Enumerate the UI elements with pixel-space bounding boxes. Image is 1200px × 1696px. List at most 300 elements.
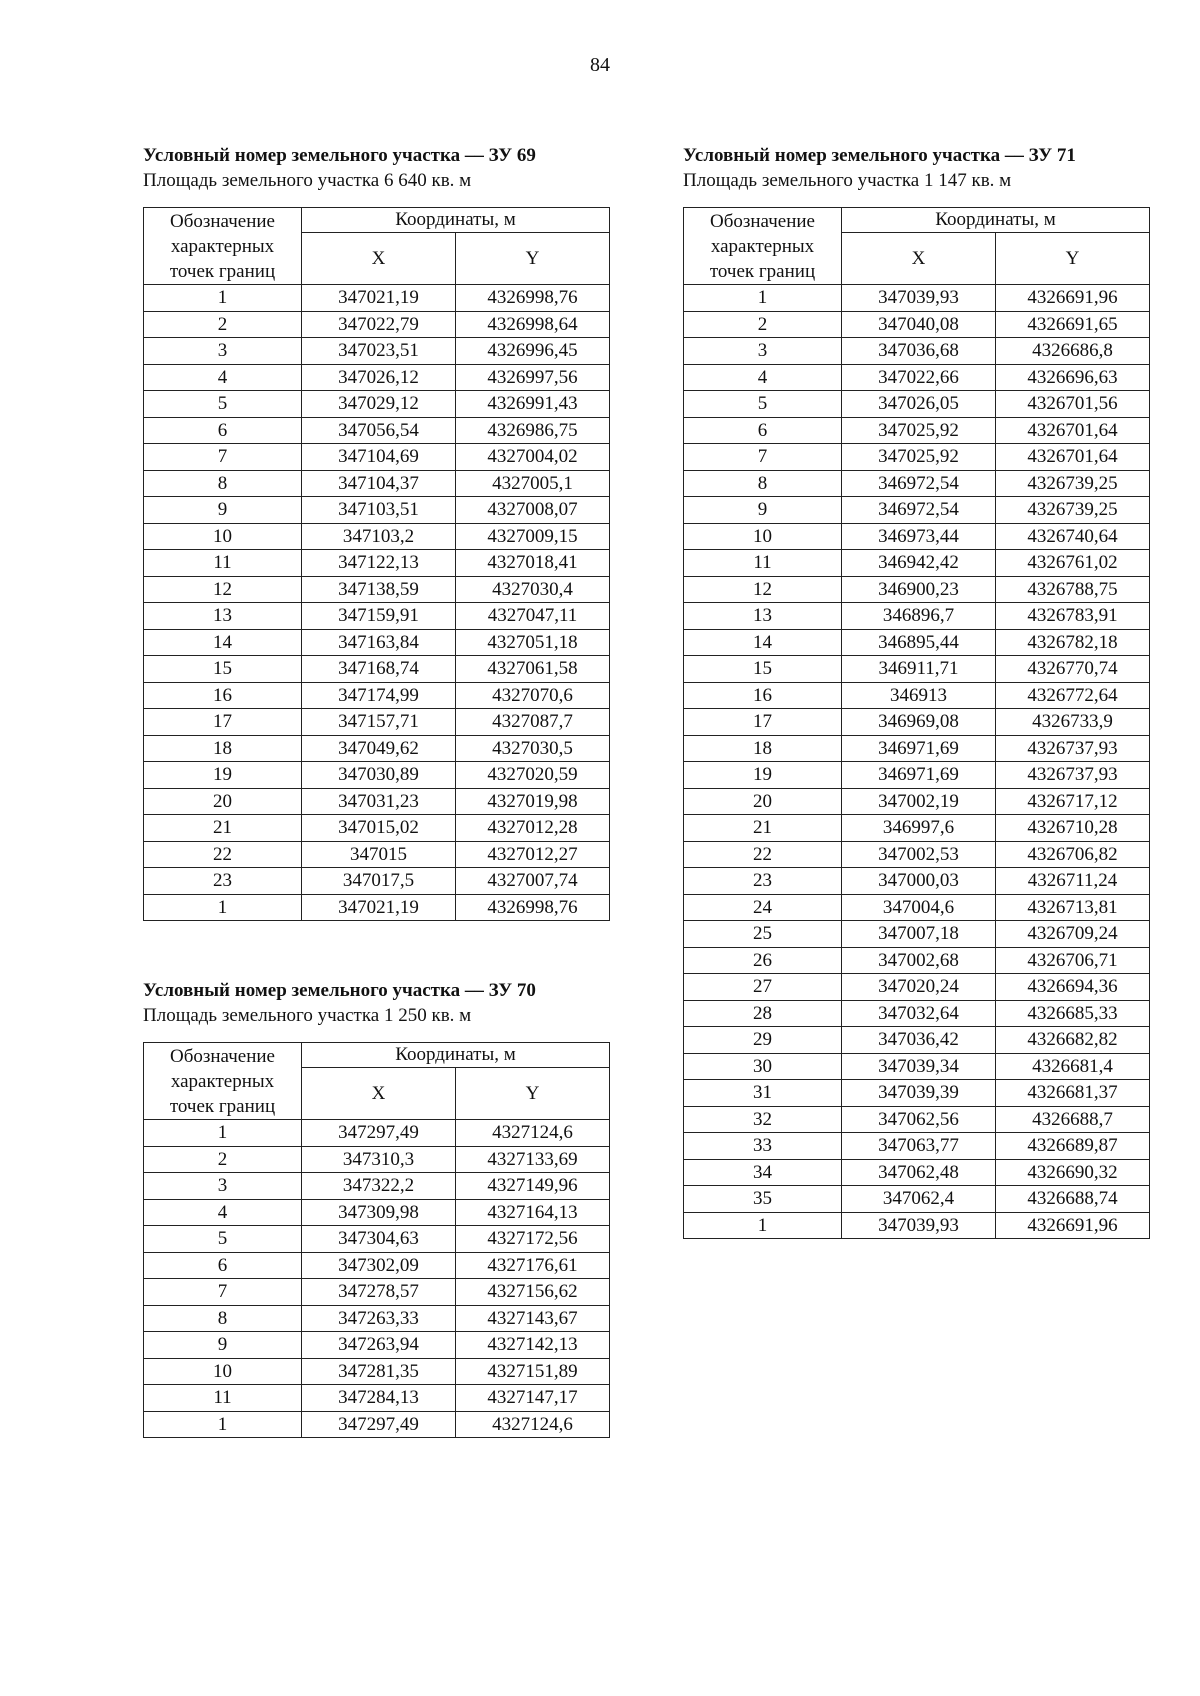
point-number-cell: 16 [684, 682, 842, 709]
y-coordinate-cell: 4327124,6 [456, 1411, 610, 1438]
table-row [144, 815, 610, 842]
table-row [684, 550, 1150, 577]
table-row [144, 709, 610, 736]
point-number-cell: 26 [684, 947, 842, 974]
point-number-cell: 13 [144, 603, 302, 630]
x-coordinate-cell: 347007,18 [842, 921, 996, 948]
x-coordinate-cell: 347015,02 [302, 815, 456, 842]
point-number-cell: 7 [144, 1279, 302, 1306]
y-coordinate-cell: 4327147,17 [456, 1385, 610, 1412]
point-number-cell: 16 [144, 682, 302, 709]
point-number-cell: 22 [684, 841, 842, 868]
table-row [684, 947, 1150, 974]
x-coordinate-cell: 347104,69 [302, 444, 456, 471]
x-coordinate-cell: 346972,54 [842, 497, 996, 524]
point-number-cell: 19 [144, 762, 302, 789]
x-coordinate-cell: 347015 [302, 841, 456, 868]
x-coordinate-cell: 347103,2 [302, 523, 456, 550]
point-number-cell: 1 [684, 285, 842, 312]
plot-zu70-section [143, 978, 609, 1438]
y-coordinate-cell: 4326694,36 [996, 974, 1150, 1001]
table-row [144, 1173, 610, 1200]
point-number-cell: 6 [144, 1252, 302, 1279]
point-number-cell: 10 [144, 523, 302, 550]
y-coordinate-cell: 4326998,76 [456, 285, 610, 312]
x-coordinate-cell: 347278,57 [302, 1279, 456, 1306]
y-coordinate-cell: 4326689,87 [996, 1133, 1150, 1160]
x-coordinate-cell: 347138,59 [302, 576, 456, 603]
y-coordinate-cell: 4327004,02 [456, 444, 610, 471]
point-number-cell: 29 [684, 1027, 842, 1054]
y-coordinate-cell: 4327124,6 [456, 1120, 610, 1147]
y-coordinate-cell: 4327164,13 [456, 1199, 610, 1226]
y-coordinate-cell: 4326998,64 [456, 311, 610, 338]
point-number-cell: 6 [144, 417, 302, 444]
coordinates-table [143, 1042, 610, 1438]
x-coordinate-cell: 347000,03 [842, 868, 996, 895]
table-row [684, 1027, 1150, 1054]
table-row [684, 1080, 1150, 1107]
table-row [144, 550, 610, 577]
table-body [684, 285, 1150, 1239]
y-coordinate-cell: 4326706,71 [996, 947, 1150, 974]
coordinates-table [683, 207, 1150, 1239]
point-number-cell: 18 [144, 735, 302, 762]
x-coordinate-cell: 347029,12 [302, 391, 456, 418]
y-coordinate-cell: 4327172,56 [456, 1226, 610, 1253]
table-row [684, 285, 1150, 312]
table-row [144, 735, 610, 762]
point-number-cell: 2 [144, 311, 302, 338]
plot-title: Условный номер земельного участка –– ЗУ 69 [143, 145, 536, 166]
table-row [684, 762, 1150, 789]
y-coordinate-cell: 4327012,28 [456, 815, 610, 842]
coordinates-header: Координаты, м [302, 1043, 610, 1068]
y-coordinate-cell: 4327008,07 [456, 497, 610, 524]
point-number-cell: 11 [144, 1385, 302, 1412]
table-row [144, 497, 610, 524]
x-coordinate-cell: 347030,89 [302, 762, 456, 789]
x-coordinate-cell: 346895,44 [842, 629, 996, 656]
table-row [684, 391, 1150, 418]
plot-title: Условный номер земельного участка –– ЗУ 70 [143, 980, 536, 1001]
table-row [144, 682, 610, 709]
point-number-cell: 28 [684, 1000, 842, 1027]
table-row [684, 1053, 1150, 1080]
x-coordinate-cell: 347049,62 [302, 735, 456, 762]
point-number-cell: 1 [144, 1411, 302, 1438]
x-coordinate-cell: 347031,23 [302, 788, 456, 815]
header-line: точек границ [169, 1095, 276, 1117]
x-coordinate-cell: 347022,66 [842, 364, 996, 391]
point-number-cell: 7 [144, 444, 302, 471]
y-coordinate-cell: 4326782,18 [996, 629, 1150, 656]
x-coordinate-cell: 347020,24 [842, 974, 996, 1001]
plot-area: Площадь земельного участка 1 147 кв. м [683, 170, 1012, 191]
table-row [684, 523, 1150, 550]
x-coordinate-cell: 347023,51 [302, 338, 456, 365]
y-coordinate-cell: 4326998,76 [456, 894, 610, 921]
x-coordinate-cell: 347163,84 [302, 629, 456, 656]
plot-area: Площадь земельного участка 1 250 кв. м [143, 1005, 472, 1026]
point-number-cell: 15 [144, 656, 302, 683]
x-coordinate-cell: 347168,74 [302, 656, 456, 683]
y-coordinate-cell: 4327143,67 [456, 1305, 610, 1332]
y-coordinate-cell: 4326709,24 [996, 921, 1150, 948]
point-number-cell: 4 [144, 364, 302, 391]
point-number-cell: 11 [144, 550, 302, 577]
y-coordinate-cell: 4326688,74 [996, 1186, 1150, 1213]
x-coordinate-cell: 347025,92 [842, 417, 996, 444]
y-coordinate-cell: 4326681,4 [996, 1053, 1150, 1080]
y-coordinate-cell: 4327149,96 [456, 1173, 610, 1200]
x-coordinate-cell: 347063,77 [842, 1133, 996, 1160]
x-coordinate-cell: 346997,6 [842, 815, 996, 842]
x-coordinate-cell: 347157,71 [302, 709, 456, 736]
table-row [684, 417, 1150, 444]
y-coordinate-cell: 4327133,69 [456, 1146, 610, 1173]
header-line: точек границ [709, 260, 816, 282]
x-coordinate-cell: 347021,19 [302, 894, 456, 921]
y-coordinate-cell: 4326688,7 [996, 1106, 1150, 1133]
table-row [144, 1146, 610, 1173]
point-number-cell: 21 [144, 815, 302, 842]
point-number-cell: 20 [684, 788, 842, 815]
point-number-cell: 30 [684, 1053, 842, 1080]
x-coordinate-cell: 347062,56 [842, 1106, 996, 1133]
table-row [144, 1358, 610, 1385]
y-coordinate-cell: 4327005,1 [456, 470, 610, 497]
x-coordinate-cell: 347263,33 [302, 1305, 456, 1332]
x-coordinate-cell: 347297,49 [302, 1411, 456, 1438]
x-coordinate-cell: 347297,49 [302, 1120, 456, 1147]
table-row [684, 1000, 1150, 1027]
y-coordinate-cell: 4326681,37 [996, 1080, 1150, 1107]
y-coordinate-cell: 4326739,25 [996, 497, 1150, 524]
point-number-cell: 17 [144, 709, 302, 736]
x-coordinate-cell: 347021,19 [302, 285, 456, 312]
y-coordinate-cell: 4326733,9 [996, 709, 1150, 736]
table-row [144, 1279, 610, 1306]
x-coordinate-cell: 347002,68 [842, 947, 996, 974]
coordinates-header: Координаты, м [842, 208, 1150, 233]
point-number-cell: 15 [684, 656, 842, 683]
table-row [684, 974, 1150, 1001]
y-coordinate-cell: 4326686,8 [996, 338, 1150, 365]
table-row [684, 629, 1150, 656]
x-coordinate-cell: 347159,91 [302, 603, 456, 630]
table-row [684, 470, 1150, 497]
point-number-cell: 12 [144, 576, 302, 603]
x-coordinate-cell: 347062,48 [842, 1159, 996, 1186]
y-coordinate-cell: 4326997,56 [456, 364, 610, 391]
y-coordinate-cell: 4326788,75 [996, 576, 1150, 603]
plot-title: Условный номер земельного участка –– ЗУ 71 [683, 145, 1076, 166]
point-number-cell: 35 [684, 1186, 842, 1213]
y-coordinate-cell: 4326770,74 [996, 656, 1150, 683]
y-coordinate-cell: 4326783,91 [996, 603, 1150, 630]
table-row [144, 1332, 610, 1359]
table-row [144, 1305, 610, 1332]
point-number-cell: 19 [684, 762, 842, 789]
point-number-cell: 20 [144, 788, 302, 815]
table-row [144, 868, 610, 895]
point-number-cell: 3 [684, 338, 842, 365]
table-row [144, 1120, 610, 1147]
table-row [684, 1133, 1150, 1160]
x-coordinate-cell: 346969,08 [842, 709, 996, 736]
x-coordinate-cell: 347039,34 [842, 1053, 996, 1080]
table-row [144, 338, 610, 365]
x-coordinate-cell: 347281,35 [302, 1358, 456, 1385]
x-coordinate-cell: 346911,71 [842, 656, 996, 683]
table-row [684, 1212, 1150, 1239]
table-row [144, 1226, 610, 1253]
point-number-cell: 23 [684, 868, 842, 895]
table-row [144, 1411, 610, 1438]
y-coordinate-cell: 4327051,18 [456, 629, 610, 656]
y-coordinate-cell: 4327020,59 [456, 762, 610, 789]
table-row [684, 1186, 1150, 1213]
x-coordinate-cell: 346973,44 [842, 523, 996, 550]
point-number-cell: 18 [684, 735, 842, 762]
y-coordinate-cell: 4327142,13 [456, 1332, 610, 1359]
y-coordinate-cell: 4326691,96 [996, 1212, 1150, 1239]
y-coordinate-cell: 4327019,98 [456, 788, 610, 815]
point-number-cell: 14 [684, 629, 842, 656]
x-coordinate-cell: 346896,7 [842, 603, 996, 630]
x-coordinate-cell: 346972,54 [842, 470, 996, 497]
point-number-cell: 12 [684, 576, 842, 603]
point-number-cell: 22 [144, 841, 302, 868]
table-row [144, 417, 610, 444]
coordinates-header: Координаты, м [302, 208, 610, 233]
y-coordinate-cell: 4327176,61 [456, 1252, 610, 1279]
table-row [684, 656, 1150, 683]
x-coordinate-cell: 347174,99 [302, 682, 456, 709]
y-coordinate-cell: 4326986,75 [456, 417, 610, 444]
point-number-cell: 4 [684, 364, 842, 391]
table-row [684, 735, 1150, 762]
table-row [684, 603, 1150, 630]
y-coordinate-cell: 4327018,41 [456, 550, 610, 577]
table-row [144, 629, 610, 656]
table-row [144, 576, 610, 603]
y-column-header: Y [996, 233, 1150, 285]
x-coordinate-cell: 347017,5 [302, 868, 456, 895]
table-body [144, 1120, 610, 1438]
y-coordinate-cell: 4327009,15 [456, 523, 610, 550]
table-row [144, 523, 610, 550]
x-coordinate-cell: 347302,09 [302, 1252, 456, 1279]
x-coordinate-cell: 347039,93 [842, 1212, 996, 1239]
x-coordinate-cell: 346900,23 [842, 576, 996, 603]
y-coordinate-cell: 4327030,5 [456, 735, 610, 762]
point-number-cell: 21 [684, 815, 842, 842]
table-row [144, 788, 610, 815]
x-coordinate-cell: 346971,69 [842, 735, 996, 762]
point-number-cell: 7 [684, 444, 842, 471]
plot-zu71-section [683, 143, 1149, 1239]
x-coordinate-cell: 346942,42 [842, 550, 996, 577]
y-coordinate-cell: 4327156,62 [456, 1279, 610, 1306]
table-row [144, 762, 610, 789]
x-coordinate-cell: 347002,53 [842, 841, 996, 868]
y-coordinate-cell: 4326691,96 [996, 285, 1150, 312]
point-number-cell: 9 [144, 1332, 302, 1359]
table-row [684, 444, 1150, 471]
point-column-header [144, 1043, 302, 1120]
y-coordinate-cell: 4326737,93 [996, 735, 1150, 762]
y-coordinate-cell: 4327012,27 [456, 841, 610, 868]
x-coordinate-cell: 347004,6 [842, 894, 996, 921]
point-number-cell: 25 [684, 921, 842, 948]
table-row [684, 682, 1150, 709]
y-coordinate-cell: 4326710,28 [996, 815, 1150, 842]
y-coordinate-cell: 4326772,64 [996, 682, 1150, 709]
point-number-cell: 5 [684, 391, 842, 418]
table-row [684, 497, 1150, 524]
point-number-cell: 10 [684, 523, 842, 550]
table-row [684, 364, 1150, 391]
point-number-cell: 24 [684, 894, 842, 921]
x-coordinate-cell: 347104,37 [302, 470, 456, 497]
point-number-cell: 8 [144, 470, 302, 497]
coordinates-table [143, 207, 610, 921]
y-coordinate-cell: 4326739,25 [996, 470, 1150, 497]
y-coordinate-cell: 4327007,74 [456, 868, 610, 895]
y-coordinate-cell: 4326701,56 [996, 391, 1150, 418]
x-coordinate-cell: 347039,93 [842, 285, 996, 312]
x-coordinate-cell: 347322,2 [302, 1173, 456, 1200]
y-column-header: Y [456, 1068, 610, 1120]
x-coordinate-cell: 347026,12 [302, 364, 456, 391]
header-line: Обозначение [710, 210, 815, 232]
x-coordinate-cell: 347032,64 [842, 1000, 996, 1027]
point-number-cell: 5 [144, 391, 302, 418]
table-row [144, 1385, 610, 1412]
point-number-cell: 13 [684, 603, 842, 630]
x-column-header: X [842, 233, 996, 285]
point-number-cell: 9 [144, 497, 302, 524]
table-row [684, 841, 1150, 868]
point-number-cell: 8 [144, 1305, 302, 1332]
y-coordinate-cell: 4327061,58 [456, 656, 610, 683]
table-row [144, 285, 610, 312]
x-coordinate-cell: 347103,51 [302, 497, 456, 524]
x-coordinate-cell: 347310,3 [302, 1146, 456, 1173]
y-coordinate-cell: 4326717,12 [996, 788, 1150, 815]
x-coordinate-cell: 347036,42 [842, 1027, 996, 1054]
table-row [144, 444, 610, 471]
table-row [684, 709, 1150, 736]
y-coordinate-cell: 4326711,24 [996, 868, 1150, 895]
y-coordinate-cell: 4327030,4 [456, 576, 610, 603]
point-number-cell: 2 [144, 1146, 302, 1173]
table-row [684, 1106, 1150, 1133]
x-coordinate-cell: 347040,08 [842, 311, 996, 338]
table-row [144, 894, 610, 921]
table-row [144, 311, 610, 338]
plot-zu69-section [143, 143, 609, 921]
point-number-cell: 3 [144, 338, 302, 365]
point-number-cell: 1 [684, 1212, 842, 1239]
x-coordinate-cell: 347263,94 [302, 1332, 456, 1359]
y-coordinate-cell: 4327151,89 [456, 1358, 610, 1385]
point-number-cell: 4 [144, 1199, 302, 1226]
x-coordinate-cell: 347022,79 [302, 311, 456, 338]
header-line: характерных [710, 235, 815, 257]
header-line: характерных [170, 1070, 275, 1092]
table-row [144, 364, 610, 391]
table-row [144, 391, 610, 418]
point-number-cell: 34 [684, 1159, 842, 1186]
point-number-cell: 14 [144, 629, 302, 656]
point-number-cell: 33 [684, 1133, 842, 1160]
table-row [144, 656, 610, 683]
y-column-header: Y [456, 233, 610, 285]
table-row [684, 868, 1150, 895]
x-coordinate-cell: 347062,4 [842, 1186, 996, 1213]
table-row [684, 788, 1150, 815]
point-number-cell: 2 [684, 311, 842, 338]
header-line: характерных [170, 235, 275, 257]
y-coordinate-cell: 4326991,43 [456, 391, 610, 418]
point-number-cell: 27 [684, 974, 842, 1001]
table-body [144, 285, 610, 921]
y-coordinate-cell: 4326690,32 [996, 1159, 1150, 1186]
y-coordinate-cell: 4326682,82 [996, 1027, 1150, 1054]
y-coordinate-cell: 4326691,65 [996, 311, 1150, 338]
y-coordinate-cell: 4326761,02 [996, 550, 1150, 577]
y-coordinate-cell: 4326713,81 [996, 894, 1150, 921]
y-coordinate-cell: 4326701,64 [996, 444, 1150, 471]
table-row [684, 1159, 1150, 1186]
y-coordinate-cell: 4326996,45 [456, 338, 610, 365]
x-coordinate-cell: 347309,98 [302, 1199, 456, 1226]
table-row [684, 921, 1150, 948]
table-row [144, 603, 610, 630]
point-number-cell: 6 [684, 417, 842, 444]
table-row [684, 338, 1150, 365]
point-number-cell: 1 [144, 285, 302, 312]
table-row [144, 1252, 610, 1279]
x-coordinate-cell: 347039,39 [842, 1080, 996, 1107]
x-coordinate-cell: 347025,92 [842, 444, 996, 471]
point-number-cell: 3 [144, 1173, 302, 1200]
x-coordinate-cell: 347304,63 [302, 1226, 456, 1253]
x-coordinate-cell: 347026,05 [842, 391, 996, 418]
x-coordinate-cell: 347122,13 [302, 550, 456, 577]
header-line: Обозначение [170, 1045, 275, 1067]
header-line: Обозначение [170, 210, 275, 232]
x-coordinate-cell: 346913 [842, 682, 996, 709]
point-number-cell: 31 [684, 1080, 842, 1107]
point-number-cell: 8 [684, 470, 842, 497]
point-column-header [144, 208, 302, 285]
y-coordinate-cell: 4327047,11 [456, 603, 610, 630]
y-coordinate-cell: 4326740,64 [996, 523, 1150, 550]
y-coordinate-cell: 4326696,63 [996, 364, 1150, 391]
y-coordinate-cell: 4326685,33 [996, 1000, 1150, 1027]
point-number-cell: 1 [144, 1120, 302, 1147]
table-row [144, 470, 610, 497]
x-coordinate-cell: 347036,68 [842, 338, 996, 365]
point-number-cell: 32 [684, 1106, 842, 1133]
table-row [144, 1199, 610, 1226]
point-number-cell: 5 [144, 1226, 302, 1253]
x-coordinate-cell: 347056,54 [302, 417, 456, 444]
